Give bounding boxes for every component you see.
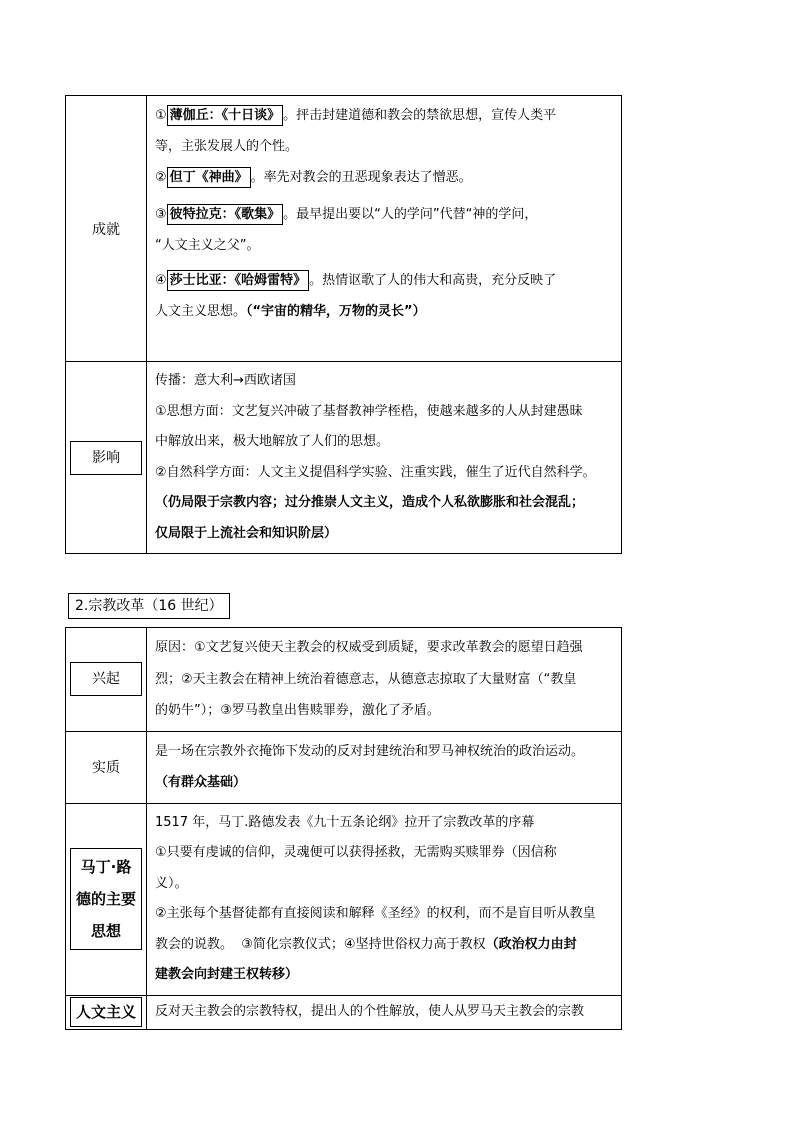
renaissance-table bbox=[65, 95, 622, 554]
rise-label: 兴起 bbox=[70, 662, 142, 696]
luther-content: 1517 年，马丁.路德发表《九十五条论纲》拉开了宗教改革的序幕 ①只要有虔诚的信仰，灵魂便可以获得拯救，无需购买赎罪券（因信称 义）。 ②主张每个基督徒都有直接阅读和解释《圣经》的权利，而不是盲目听从教皇 教会的说教。 ③简化宗教仪式；④坚持世俗权力高于教权（政治权力由封 建教会向封建王权转移） bbox=[147, 803, 622, 995]
work-title-box: 薄伽丘：《十日谈》 bbox=[167, 105, 284, 126]
achievement-item-2: ② 但丁《神曲》 。率先对教会的丑恶现象表达了憎恶。 bbox=[155, 162, 613, 193]
humanism-content: 反对天主教会的宗教特权，提出人的个性解放，使人从罗马天主教会的宗教 bbox=[147, 995, 622, 1029]
section-title: 2.宗教改革（16 世纪） bbox=[68, 593, 230, 619]
rise-row bbox=[66, 628, 622, 732]
humanism-label: 人文主义 bbox=[70, 997, 142, 1027]
luther-label: 马丁·路 德的主要 思想 bbox=[70, 848, 142, 950]
work-title-box: 莎士比亚：《哈姆雷特》 bbox=[167, 270, 310, 291]
achievement-label: 成就 bbox=[66, 96, 147, 362]
humanism-row bbox=[66, 995, 622, 1029]
achievement-content: ① 薄伽丘：《十日谈》 。抨击封建道德和教会的禁欲思想，宣传人类平 等，主张发展人的个性。 ② 但丁《神曲》 。率先对教会的丑恶现象表达了憎恶。 ③ 彼特拉克：《歌集》 。最早提出要以“人的学问”代替“神的学问， “人文主义之父”。 ④ 莎士比亚：《哈姆雷特》 。热情讴歌了人的伟大和高贵，充分反映了 人文主义思想。（“宇宙的精华，万物的灵长”） bbox=[147, 96, 622, 362]
work-title-box: 但丁《神曲》 bbox=[167, 167, 251, 188]
achievement-row bbox=[66, 96, 622, 362]
luther-row bbox=[66, 803, 622, 995]
achievement-item-3: ③ 彼特拉克：《歌集》 。最早提出要以“人的学问”代替“神的学问， bbox=[155, 199, 613, 230]
reformation-table bbox=[65, 627, 622, 1030]
work-title-box: 彼特拉克：《歌集》 bbox=[167, 204, 284, 225]
essence-content: 是一场在宗教外衣掩饰下发动的反对封建统治和罗马神权统治的政治运动。 （有群众基础） bbox=[147, 731, 622, 803]
influence-row bbox=[66, 362, 622, 554]
luther-label-cell bbox=[66, 803, 147, 995]
influence-label-cell bbox=[66, 362, 147, 554]
influence-label: 影响 bbox=[70, 441, 142, 475]
achievement-item-1: ① 薄伽丘：《十日谈》 。抨击封建道德和教会的禁欲思想，宣传人类平 bbox=[155, 100, 613, 131]
essence-row bbox=[66, 731, 622, 803]
influence-content: 传播：意大利→西欧诸国 ①思想方面：文艺复兴冲破了基督教神学桎梏，使越来越多的人从封建愚昧 中解放出来，极大地解放了人们的思想。 ②自然科学方面：人文主义提倡科学实验、注重实践，催生了近代自然科学。 （仍局限于宗教内容；过分推崇人文主义，造成个人私欲膨胀和社会混乱； 仅局限于上流社会和知识阶层） bbox=[147, 362, 622, 554]
achievement-item-4: ④ 莎士比亚：《哈姆雷特》 。热情讴歌了人的伟大和高贵，充分反映了 bbox=[155, 265, 613, 296]
rise-label-cell bbox=[66, 628, 147, 732]
humanism-label-cell bbox=[66, 995, 147, 1029]
rise-content: 原因：①文艺复兴使天主教会的权威受到质疑，要求改革教会的愿望日趋强 烈；②天主教会在精神上统治着德意志，从德意志掠取了大量财富（“教皇 的奶牛”）；③罗马教皇出售赎罪券，激化了矛盾。 bbox=[147, 628, 622, 732]
essence-label: 实质 bbox=[66, 731, 147, 803]
